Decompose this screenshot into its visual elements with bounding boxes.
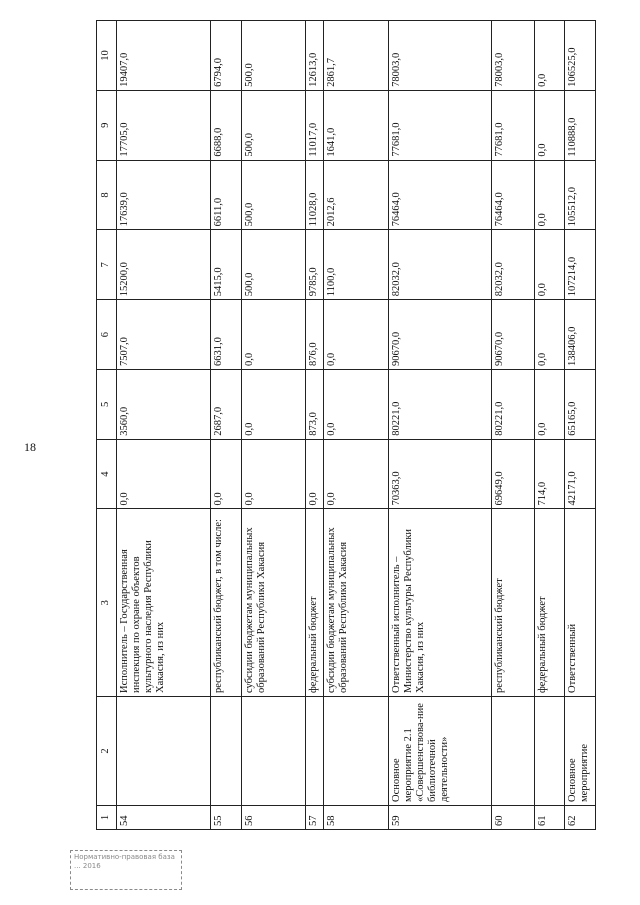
table-row <box>534 21 564 830</box>
source-cell: федеральный бюджет <box>305 509 323 697</box>
value-cell: 0,0 <box>324 439 388 509</box>
value-cell: 6794,0 <box>211 21 241 91</box>
value-cell: 107214,0 <box>564 230 595 300</box>
rotated-table <box>96 20 596 830</box>
row-number: 57 <box>305 806 323 830</box>
value-cell: 76464,0 <box>491 160 534 230</box>
value-cell: 500,0 <box>241 230 305 300</box>
value-cell: 2012,6 <box>324 160 388 230</box>
value-cell: 65165,0 <box>564 369 595 439</box>
value-cell: 19407,0 <box>117 21 211 91</box>
event-cell <box>491 697 534 806</box>
value-cell: 42171,0 <box>564 439 595 509</box>
value-cell: 78003,0 <box>491 21 534 91</box>
value-cell: 82032,0 <box>491 230 534 300</box>
watermark-stamp: Нормативно-правовая база ... 2016 <box>70 850 182 890</box>
row-number: 59 <box>388 806 491 830</box>
col-header: 9 <box>97 90 117 160</box>
value-cell: 7507,0 <box>117 300 211 370</box>
col-header: 4 <box>97 439 117 509</box>
value-cell: 0,0 <box>534 300 564 370</box>
value-cell: 500,0 <box>241 90 305 160</box>
value-cell: 70363,0 <box>388 439 491 509</box>
source-cell: субсидии бюджетам муниципальных образований Республики Хакасия <box>324 509 388 697</box>
value-cell: 17639,0 <box>117 160 211 230</box>
value-cell: 0,0 <box>241 439 305 509</box>
col-header: 5 <box>97 369 117 439</box>
value-cell: 0,0 <box>534 369 564 439</box>
value-cell: 0,0 <box>117 439 211 509</box>
value-cell: 15200,0 <box>117 230 211 300</box>
value-cell: 0,0 <box>324 369 388 439</box>
table-row <box>324 21 388 830</box>
col-header: 2 <box>97 697 117 806</box>
value-cell: 2861,7 <box>324 21 388 91</box>
budget-table <box>96 20 596 830</box>
value-cell: 105512,0 <box>564 160 595 230</box>
value-cell: 0,0 <box>534 21 564 91</box>
value-cell: 873,0 <box>305 369 323 439</box>
value-cell: 138406,0 <box>564 300 595 370</box>
value-cell: 0,0 <box>534 160 564 230</box>
source-cell: федеральный бюджет <box>534 509 564 697</box>
value-cell: 0,0 <box>241 369 305 439</box>
value-cell: 2687,0 <box>211 369 241 439</box>
col-header: 6 <box>97 300 117 370</box>
value-cell: 11017,0 <box>305 90 323 160</box>
value-cell: 0,0 <box>534 230 564 300</box>
col-header: 10 <box>97 21 117 91</box>
value-cell: 0,0 <box>305 439 323 509</box>
value-cell: 0,0 <box>211 439 241 509</box>
value-cell: 82032,0 <box>388 230 491 300</box>
event-cell <box>534 697 564 806</box>
table-row <box>564 21 595 830</box>
value-cell: 1100,0 <box>324 230 388 300</box>
source-cell: субсидии бюджетам муниципальных образований Республики Хакасия <box>241 509 305 697</box>
event-cell <box>241 697 305 806</box>
page-number: 18 <box>24 440 36 454</box>
value-cell: 0,0 <box>324 300 388 370</box>
table-row <box>305 21 323 830</box>
value-cell: 11028,0 <box>305 160 323 230</box>
value-cell: 80221,0 <box>491 369 534 439</box>
value-cell: 77681,0 <box>388 90 491 160</box>
value-cell: 500,0 <box>241 21 305 91</box>
value-cell: 12613,0 <box>305 21 323 91</box>
value-cell: 90670,0 <box>388 300 491 370</box>
row-number: 54 <box>117 806 211 830</box>
value-cell: 17705,0 <box>117 90 211 160</box>
source-cell: Ответственный исполнитель – Министерство культуры Республики Хакасия, из них <box>388 509 491 697</box>
col-header: 7 <box>97 230 117 300</box>
table-wrapper <box>96 20 596 830</box>
value-cell: 3560,0 <box>117 369 211 439</box>
value-cell: 76464,0 <box>388 160 491 230</box>
table-row <box>117 21 211 830</box>
value-cell: 6631,0 <box>211 300 241 370</box>
row-number: 60 <box>491 806 534 830</box>
col-header: 3 <box>97 509 117 697</box>
value-cell: 5415,0 <box>211 230 241 300</box>
table-row <box>241 21 305 830</box>
row-number: 62 <box>564 806 595 830</box>
header-row <box>97 21 117 830</box>
value-cell: 0,0 <box>534 90 564 160</box>
event-cell <box>305 697 323 806</box>
row-number: 56 <box>241 806 305 830</box>
value-cell: 876,0 <box>305 300 323 370</box>
source-cell: Исполнитель – Государственная инспекция по охране объектов культурного наследия Республики Хакасия, из них <box>117 509 211 697</box>
value-cell: 6688,0 <box>211 90 241 160</box>
value-cell: 90670,0 <box>491 300 534 370</box>
table-row <box>388 21 491 830</box>
row-number: 58 <box>324 806 388 830</box>
value-cell: 714,0 <box>534 439 564 509</box>
event-cell: Основное мероприятие <box>564 697 595 806</box>
value-cell: 69649,0 <box>491 439 534 509</box>
source-cell: республиканский бюджет, в том числе: <box>211 509 241 697</box>
value-cell: 110888,0 <box>564 90 595 160</box>
event-cell <box>211 697 241 806</box>
value-cell: 9785,0 <box>305 230 323 300</box>
table-row <box>491 21 534 830</box>
event-cell <box>324 697 388 806</box>
col-header: 8 <box>97 160 117 230</box>
value-cell: 78003,0 <box>388 21 491 91</box>
value-cell: 500,0 <box>241 160 305 230</box>
row-number: 55 <box>211 806 241 830</box>
value-cell: 80221,0 <box>388 369 491 439</box>
row-number: 61 <box>534 806 564 830</box>
value-cell: 77681,0 <box>491 90 534 160</box>
value-cell: 0,0 <box>241 300 305 370</box>
value-cell: 6611,0 <box>211 160 241 230</box>
source-cell: республиканский бюджет <box>491 509 534 697</box>
event-cell <box>117 697 211 806</box>
table-row <box>211 21 241 830</box>
value-cell: 106525,0 <box>564 21 595 91</box>
source-cell: Ответственный <box>564 509 595 697</box>
event-cell: Основное мероприятие 2.1 «Совершенствова-ние библиотечной деятельности» <box>388 697 491 806</box>
value-cell: 1641,0 <box>324 90 388 160</box>
col-header: 1 <box>97 806 117 830</box>
